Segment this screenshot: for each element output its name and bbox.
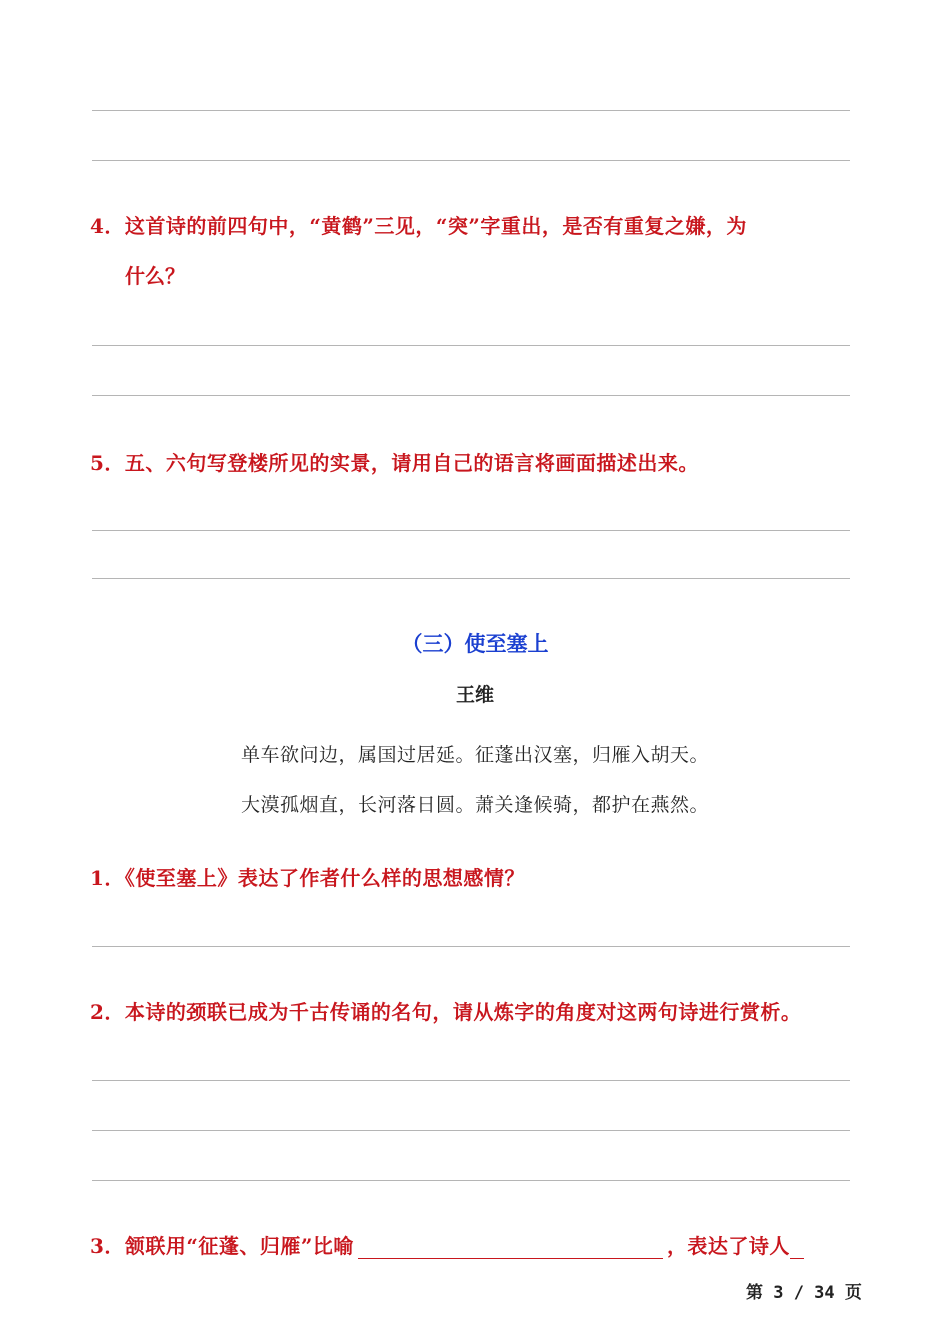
poem-verse-2: 大漠孤烟直，长河落日圆。萧关逢候骑，都护在燕然。 (240, 794, 709, 816)
answer-line (92, 1180, 850, 1181)
answer-line (92, 345, 850, 346)
fill-in-blank[interactable] (358, 1238, 663, 1259)
question-4: 4．这首诗的前四句中，“黄鹤”三见，“突”字重出，是否有重复之嫌，为 (90, 214, 747, 238)
question-3-text-a: 3．颔联用“征蓬、归雁”比喻 (90, 1234, 354, 1258)
answer-line (92, 1130, 850, 1131)
question-3-text-b: ，表达了诗人 (666, 1234, 790, 1258)
poem-author: 王维 (455, 684, 494, 706)
answer-line (92, 1080, 850, 1081)
answer-line (92, 578, 850, 579)
answer-line (92, 946, 850, 947)
answer-line (92, 160, 850, 161)
poem-question-1: 1．《使至塞上》表达了作者什么样的思想感情？ (90, 866, 525, 890)
question-4-continued: 什么？ (125, 264, 185, 288)
answer-line (92, 395, 850, 396)
answer-line (92, 530, 850, 531)
poem-title: （三）使至塞上 (401, 631, 549, 656)
fill-in-blank[interactable] (790, 1238, 804, 1259)
poem-verse-1: 单车欲问边，属国过居延。征蓬出汉塞，归雁入胡天。 (240, 744, 709, 766)
page-number: 第 3 / 34 页 (746, 1283, 862, 1303)
answer-line (92, 110, 850, 111)
poem-question-2: 2．本诗的颈联已成为千古传诵的名句，请从炼字的角度对这两句诗进行赏析。 (90, 1000, 802, 1024)
question-5: 5．五、六句写登楼所见的实景，请用自己的语言将画面描述出来。 (90, 451, 699, 475)
poem-question-3 (90, 1230, 804, 1259)
